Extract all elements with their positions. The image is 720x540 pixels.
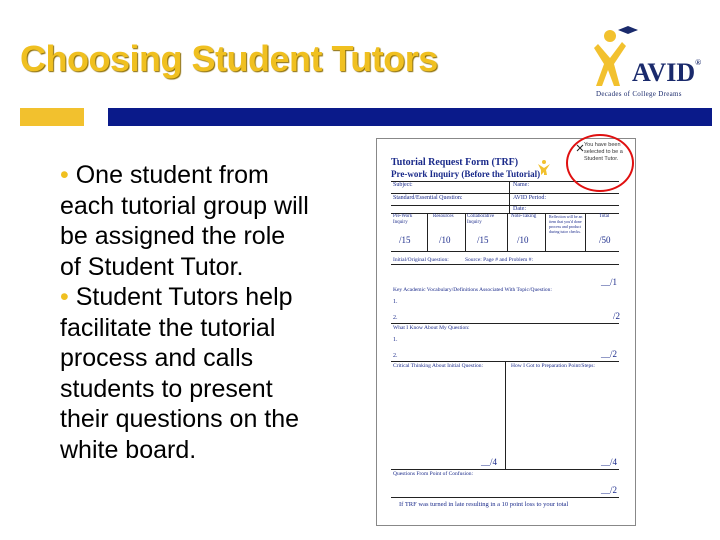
form-col-reflection: Reflection will be an item that you'd done process and product during tutor checks. <box>549 214 583 234</box>
form-col-collab: Collaborative Inquiry <box>467 214 495 225</box>
form-item-3: 1. <box>393 337 398 343</box>
form-name-label: Name: <box>513 182 529 188</box>
avid-small-logo-icon <box>537 159 551 175</box>
form-item-1: 1. <box>393 299 398 305</box>
form-row-critical-thinking: Critical Thinking About Initial Question: <box>393 363 484 369</box>
form-row-initial-question: Initial/Original Question: <box>393 257 449 263</box>
form-standard-question: Standard/Essential Question: <box>393 195 463 201</box>
form-title: Tutorial Request Form (TRF) <box>391 157 519 168</box>
bullet-list <box>60 160 310 465</box>
form-score-total: /50 <box>599 235 611 245</box>
form-col-prework: Pre-Work Inquiry <box>393 214 413 225</box>
logo-tagline: Decades of College Dreams <box>596 90 682 98</box>
form-score-resources: /10 <box>439 235 451 245</box>
student-tutor-note: You have been selected to be a Student Tutor. <box>584 142 623 162</box>
form-subtitle: Pre-work Inquiry (Before the Tutorial) <box>391 169 541 179</box>
form-row-source: Source: Page # and Problem #: <box>465 257 533 263</box>
form-score-row4-left: __/4 <box>481 457 498 467</box>
form-score-notetaking: /10 <box>517 235 529 245</box>
bullet-marker: • <box>60 283 69 311</box>
form-score-row4-right: __/4 <box>601 457 618 467</box>
form-col-resources: Resources <box>433 214 454 219</box>
form-footer: If TRF was turned in late resulting in a 10 point loss to your total <box>399 501 569 508</box>
slide-title: Choosing Student Tutors <box>20 38 438 79</box>
form-date-label: Date: <box>513 206 526 212</box>
form-score-row1: __/1 <box>601 277 618 287</box>
form-row-vocabulary: Key Academic Vocabulary/Definitions Associated With Topic/Question: <box>393 287 552 293</box>
form-score-row2: /2 <box>613 311 621 321</box>
accent-bar-navy <box>108 108 712 126</box>
form-avid-period: AVID Period: <box>513 195 547 201</box>
form-row-steps: How I Got to Preparation Point/Steps: <box>511 363 595 369</box>
logo-wordmark: AVID® <box>632 58 702 87</box>
accent-bar-yellow <box>20 108 84 126</box>
bullet-item: • One student from each tutorial group will be assigned the role of Student Tutor. <box>60 161 309 281</box>
form-col-total: Total <box>599 214 610 219</box>
form-subject-label: Subject: <box>393 182 413 188</box>
form-row-what-i-know: What I Know About My Question: <box>393 325 470 331</box>
form-col-notetaking: Note-Taking <box>511 214 537 219</box>
x-mark-icon <box>576 144 584 152</box>
form-score-row3: __/2 <box>601 349 618 359</box>
form-row-confusion: Questions From Point of Confusion: <box>393 471 474 477</box>
bullet-item: • Student Tutors help facilitate the tutorial process and calls students to present their questions on the white board. <box>60 283 300 464</box>
tutorial-request-form-image <box>376 138 636 526</box>
form-item-2: 2. <box>393 315 398 321</box>
form-score-row5: __/2 <box>601 485 618 495</box>
form-item-4: 2. <box>393 353 398 359</box>
form-score-prework: /15 <box>399 235 411 245</box>
bullet-marker: • <box>60 161 69 189</box>
form-score-collab: /15 <box>477 235 489 245</box>
